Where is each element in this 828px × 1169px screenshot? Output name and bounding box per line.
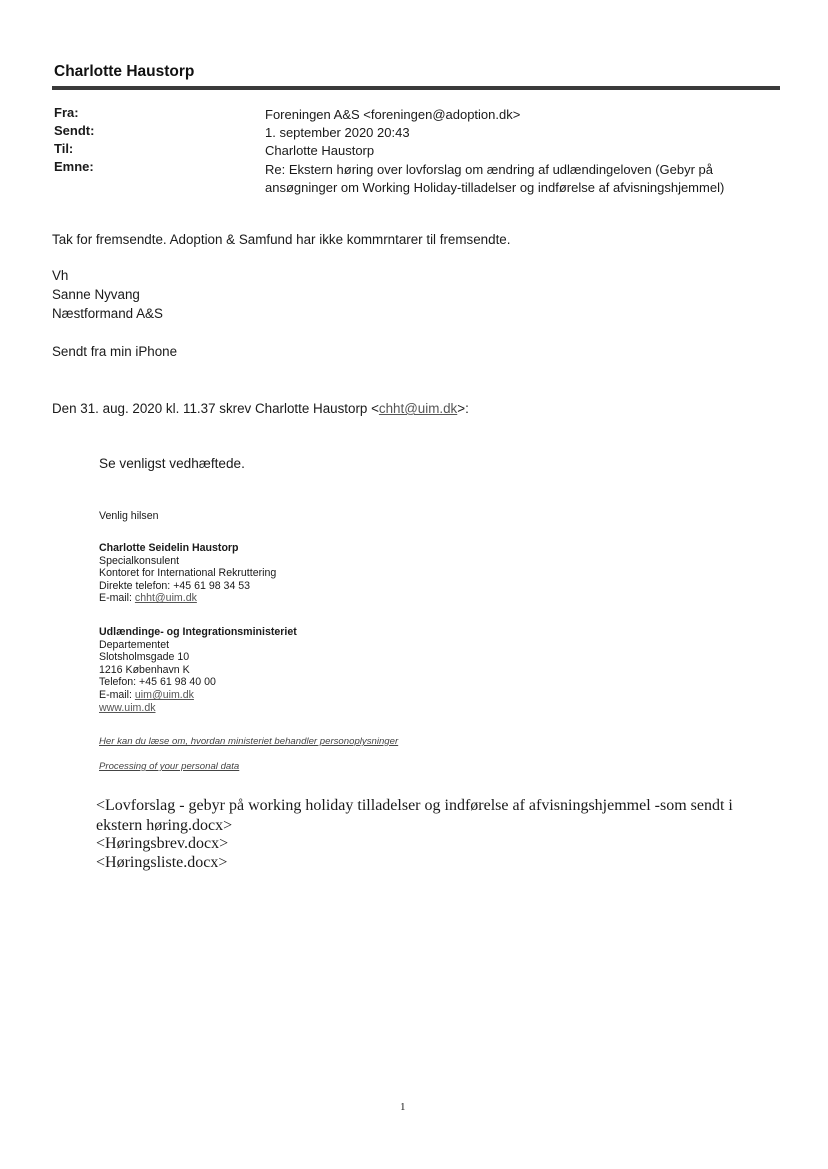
quote-header	[52, 401, 469, 416]
org-email-link[interactable]: uim@uim.dk	[134, 688, 194, 701]
page-number: 1	[400, 1101, 406, 1113]
sent-value: 1. september 2020 20:43	[265, 125, 410, 140]
quoted-closing: Venlig hilsen	[99, 510, 159, 522]
title-divider	[52, 86, 780, 90]
to-label: Til:	[54, 141, 74, 156]
quote-header-prefix: Den 31. aug. 2020 kl. 11.37 skrev Charlotte Haustorp <	[52, 401, 379, 416]
sent-from-device: Sendt fra min iPhone	[52, 344, 178, 359]
subject-value	[265, 161, 765, 197]
subject-line-1: Re: Ekstern høring over lovforslag om ændring af udlændingeloven (Gebyr på	[265, 162, 714, 177]
sender-signature	[99, 542, 276, 605]
reply-role: Næstformand A&S	[52, 306, 163, 321]
to-value: Charlotte Haustorp	[265, 143, 375, 158]
privacy-link-en[interactable]: Processing of your personal data	[99, 761, 240, 772]
attachment-2[interactable]: <Høringsbrev.docx>	[96, 835, 229, 852]
from-label: Fra:	[54, 105, 79, 120]
org-email-label: E-mail:	[99, 688, 135, 701]
document-title: Charlotte Haustorp	[54, 63, 195, 80]
from-value: Foreningen A&S <foreningen@adoption.dk>	[265, 107, 521, 122]
sent-label: Sendt:	[54, 123, 95, 138]
org-city: 1216 København K	[99, 663, 190, 676]
reply-body: Tak for fremsendte. Adoption & Samfund har ikke kommrntarer til fremsendte.	[52, 232, 511, 247]
sender-title: Specialkonsulent	[99, 554, 180, 567]
org-name: Udlændinge- og Integrationsministeriet	[99, 626, 297, 638]
subject-label: Emne:	[54, 159, 94, 174]
quote-header-suffix: >:	[457, 401, 469, 416]
org-street: Slotsholmsgade 10	[99, 651, 190, 664]
org-website-link[interactable]: www.uim.dk	[99, 701, 156, 714]
subject-line-2: ansøgninger om Working Holiday-tilladelser og indførelse af afvisningshjemmel)	[265, 180, 725, 195]
org-phone: Telefon: +45 61 98 40 00	[99, 676, 216, 689]
org-dept: Departementet	[99, 638, 170, 651]
sender-email-link[interactable]: chht@uim.dk	[134, 592, 197, 605]
quote-email-link[interactable]: chht@uim.dk	[378, 401, 458, 416]
reply-name: Sanne Nyvang	[52, 287, 140, 302]
reply-greeting: Vh	[52, 268, 69, 283]
attachment-1[interactable]: <Lovforslag - gebyr på working holiday tilladelser og indførelse af afvisningshjemmel -som sendt i ekstern høring.docx>	[96, 797, 733, 834]
privacy-link-da[interactable]: Her kan du læse om, hvordan ministeriet behandler personoplysninger	[99, 736, 399, 747]
sender-name: Charlotte Seidelin Haustorp	[99, 542, 239, 554]
sender-office: Kontoret for International Rekruttering	[99, 567, 277, 580]
org-signature	[99, 626, 297, 714]
sender-email-label: E-mail:	[99, 592, 135, 605]
attachment-3[interactable]: <Høringsliste.docx>	[96, 854, 228, 871]
quoted-body: Se venligst vedhæftede.	[99, 456, 245, 471]
sender-phone: Direkte telefon: +45 61 98 34 53	[99, 579, 251, 592]
